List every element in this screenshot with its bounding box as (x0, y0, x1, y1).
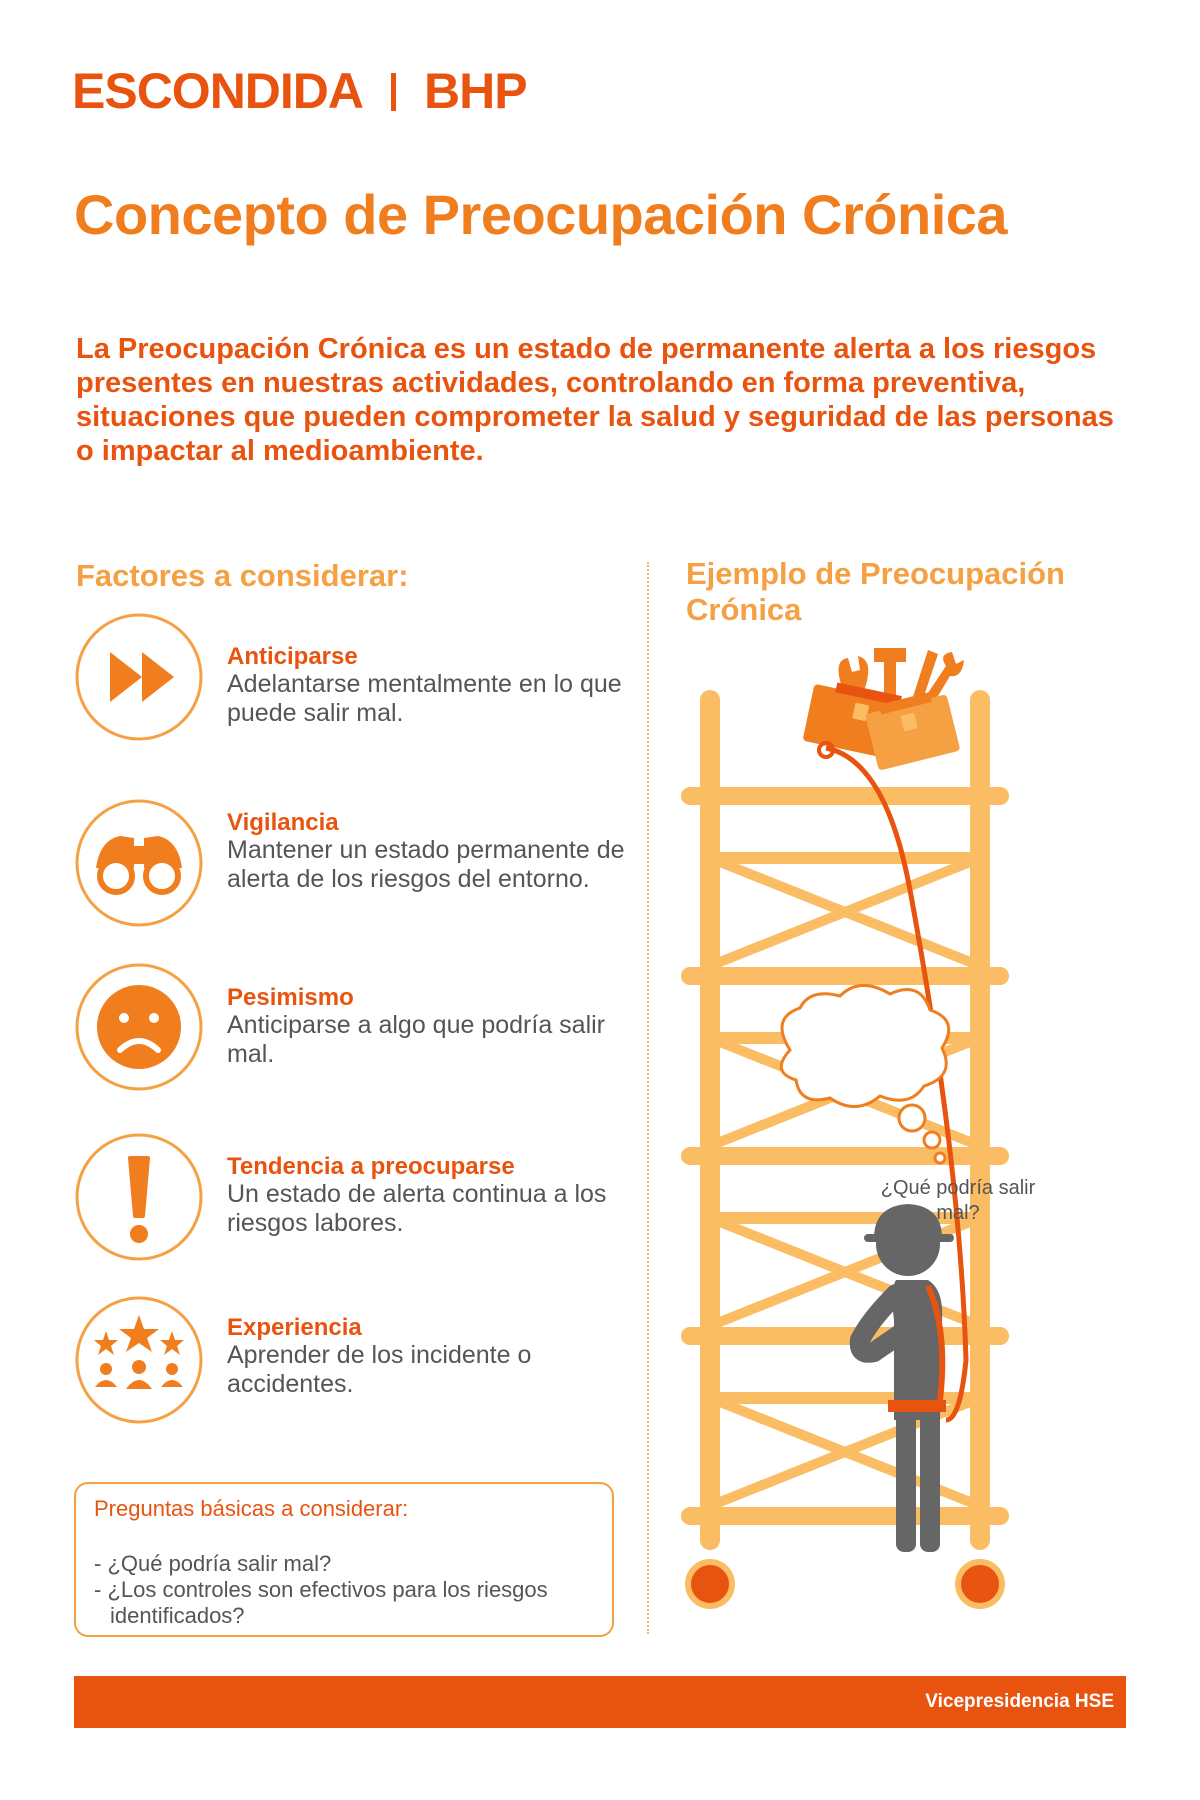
example-heading: Ejemplo de Preocupación Crónica (686, 556, 1065, 627)
factor-title-anticiparse: Anticiparse (227, 643, 358, 670)
sad-face-icon (74, 962, 204, 1092)
brand-separator (391, 73, 396, 111)
question-item-1: - ¿Qué podría salir mal? (94, 1551, 332, 1576)
exclamation-icon (74, 1132, 204, 1262)
toolbox-icon (802, 648, 964, 771)
factors-heading: Factores a considerar: (76, 558, 409, 593)
factor-title-pesimismo: Pesimismo (227, 984, 354, 1011)
scaffold-wheels (688, 1562, 1002, 1606)
page-title: Concepto de Preocupación Crónica (74, 183, 1008, 246)
thought-bubble (781, 985, 948, 1163)
factor-desc-tendencia: Un estado de alerta continua a los riesgos labores. (227, 1180, 607, 1237)
factor-desc-experiencia: Aprender de los incidente o accidentes. (227, 1341, 532, 1398)
thought-bubble-text: ¿Qué podría salir mal? (880, 1177, 1036, 1224)
factor-desc-pesimismo: Anticiparse a algo que podría salir mal. (227, 1011, 606, 1068)
column-divider (647, 562, 649, 1634)
scaffold-illustration (660, 640, 1130, 1640)
factor-desc-vigilancia: Mantener un estado permanente de alerta de los riesgos del entorno. (227, 836, 625, 893)
fast-forward-icon (74, 612, 204, 742)
factor-desc-anticiparse: Adelantarse mentalmente en lo que puede salir mal. (227, 670, 622, 727)
stars-people-icon (74, 1295, 204, 1425)
brand-bhp: BHP (424, 63, 527, 119)
intro-paragraph: La Preocupación Crónica es un estado de permanente alerta a los riesgos presentes en nuestras actividades, controlando en forma preventiva, situaciones que pueden comprometer la salud y seguridad de las personas o impactar al medioambiente. (76, 333, 1114, 467)
binoculars-icon (74, 798, 204, 928)
factor-title-experiencia: Experiencia (227, 1314, 362, 1341)
factor-title-tendencia: Tendencia a preocuparse (227, 1153, 515, 1180)
footer-label: Vicepresidencia HSE (925, 1691, 1114, 1712)
questions-heading: Preguntas básicas a considerar: (94, 1496, 409, 1521)
brand-logo (72, 62, 527, 120)
factor-title-vigilancia: Vigilancia (227, 809, 339, 836)
brand-escondida: ESCONDIDA (72, 63, 364, 119)
question-item-2: - ¿Los controles son efectivos para los riesgos identificados? (94, 1577, 548, 1628)
